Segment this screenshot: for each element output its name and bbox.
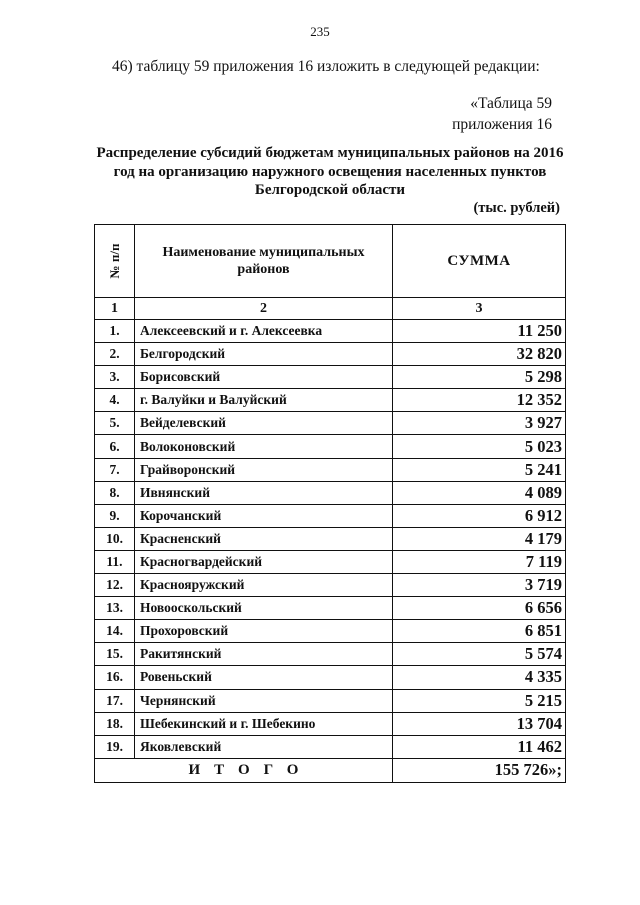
district-name: Яковлевский: [135, 735, 393, 758]
table-row: [95, 435, 566, 458]
district-name: Чернянский: [135, 689, 393, 712]
district-name: Грайворонский: [135, 458, 393, 481]
table-row: [95, 343, 566, 366]
page-number: 235: [310, 24, 330, 39]
district-name: Борисовский: [135, 366, 393, 389]
row-sum: 11 250: [393, 320, 566, 343]
row-number: 10.: [95, 527, 135, 550]
district-name: г. Валуйки и Валуйский: [135, 389, 393, 412]
row-number: 17.: [95, 689, 135, 712]
header-name: Наименование муниципальных районов: [135, 225, 393, 298]
row-sum: 5 023: [393, 435, 566, 458]
row-number: 2.: [95, 343, 135, 366]
district-name: Красненский: [135, 527, 393, 550]
column-index: 3: [393, 298, 566, 320]
row-sum: 4 335: [393, 666, 566, 689]
row-sum: 5 215: [393, 689, 566, 712]
table-row: [95, 481, 566, 504]
district-name: Корочанский: [135, 504, 393, 527]
table-reference: [452, 93, 552, 135]
district-name: Красногвардейский: [135, 550, 393, 573]
intro-text: 46) таблицу 59 приложения 16 изложить в следующей редакции:: [112, 58, 540, 75]
subsidy-table: [94, 224, 566, 783]
row-number: 19.: [95, 735, 135, 758]
row-number: 16.: [95, 666, 135, 689]
district-name: Ивнянский: [135, 481, 393, 504]
row-number: 1.: [95, 320, 135, 343]
table-row: [95, 643, 566, 666]
row-number: 11.: [95, 550, 135, 573]
row-sum: 3 719: [393, 574, 566, 597]
table-row: [95, 735, 566, 758]
row-sum: 6 912: [393, 504, 566, 527]
column-index: 1: [95, 298, 135, 320]
row-sum: 4 179: [393, 527, 566, 550]
total-sum: 155 726»;: [393, 758, 566, 782]
table-row: [95, 527, 566, 550]
table-row: [95, 574, 566, 597]
row-number: 4.: [95, 389, 135, 412]
table-row: [95, 458, 566, 481]
table-body: [95, 225, 566, 783]
row-sum: 4 089: [393, 481, 566, 504]
row-number: 9.: [95, 504, 135, 527]
district-name: Прохоровский: [135, 620, 393, 643]
district-name: Волоконовский: [135, 435, 393, 458]
row-sum: 13 704: [393, 712, 566, 735]
table-row: [95, 597, 566, 620]
units-label: (тыс. рублей): [473, 200, 560, 216]
district-name: Белгородский: [135, 343, 393, 366]
row-sum: 5 241: [393, 458, 566, 481]
district-name: Ровеньский: [135, 666, 393, 689]
table-row: [95, 666, 566, 689]
column-index: 2: [135, 298, 393, 320]
district-name: Новооскольский: [135, 597, 393, 620]
table-row: [95, 389, 566, 412]
district-name: Шебекинский и г. Шебекино: [135, 712, 393, 735]
table-row: [95, 412, 566, 435]
column-index-row: [95, 298, 566, 320]
table-row: [95, 366, 566, 389]
table-row: [95, 712, 566, 735]
row-sum: 7 119: [393, 550, 566, 573]
row-number: 7.: [95, 458, 135, 481]
row-sum: 12 352: [393, 389, 566, 412]
header-number: № п/п: [106, 243, 122, 279]
header-row: [95, 225, 566, 298]
row-sum: 6 656: [393, 597, 566, 620]
row-number: 15.: [95, 643, 135, 666]
table-ref-line1: «Таблица 59: [470, 95, 552, 112]
row-sum: 32 820: [393, 343, 566, 366]
table-row: [95, 504, 566, 527]
row-number: 5.: [95, 412, 135, 435]
row-number: 6.: [95, 435, 135, 458]
table-row: [95, 620, 566, 643]
header-sum: СУММА: [393, 225, 566, 298]
table-row: [95, 550, 566, 573]
district-name: Алексеевский и г. Алексеевка: [135, 320, 393, 343]
row-number: 14.: [95, 620, 135, 643]
row-sum: 5 574: [393, 643, 566, 666]
table-ref-line2: приложения 16: [452, 116, 552, 133]
row-sum: 3 927: [393, 412, 566, 435]
row-sum: 6 851: [393, 620, 566, 643]
district-name: Ракитянский: [135, 643, 393, 666]
row-number: 3.: [95, 366, 135, 389]
district-name: Вейделевский: [135, 412, 393, 435]
header-number-cell: [95, 225, 135, 298]
table-row: [95, 689, 566, 712]
row-number: 18.: [95, 712, 135, 735]
row-number: 13.: [95, 597, 135, 620]
district-name: Краснояружский: [135, 574, 393, 597]
row-sum: 5 298: [393, 366, 566, 389]
table-row: [95, 320, 566, 343]
document-title: Распределение субсидий бюджетам муниципальных районов на 2016 год на организацию наружного освещения населенных пунктов Белгородской области: [96, 145, 564, 198]
row-number: 8.: [95, 481, 135, 504]
row-number: 12.: [95, 574, 135, 597]
row-sum: 11 462: [393, 735, 566, 758]
total-row: [95, 758, 566, 782]
total-label: ИТОГО: [95, 758, 393, 782]
